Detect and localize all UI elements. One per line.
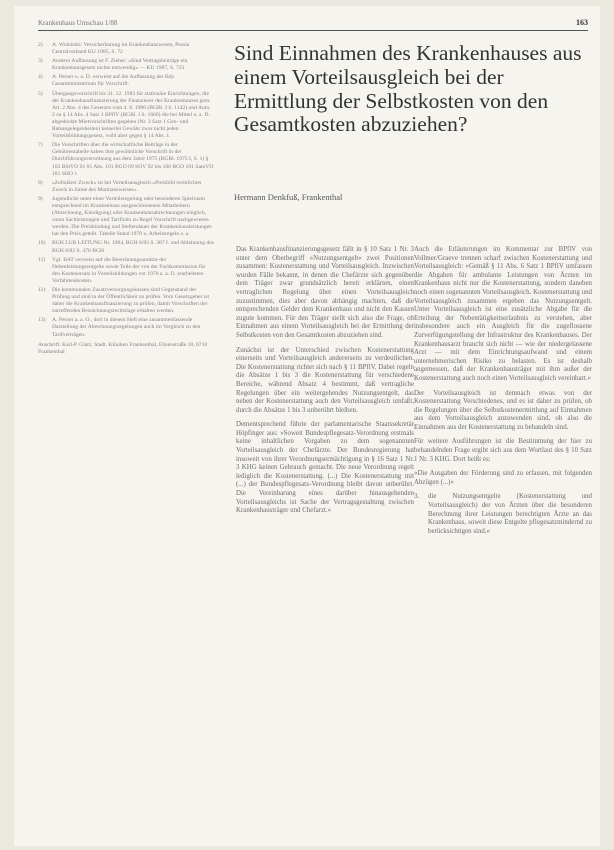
footnote: 11) Vgl. BAT verweist auf die Berechnungsansätze der Nebenleistungsentgelte sowie Teile der von der Fachkommission für den Kostenersatz in Vorteilsbildungen vor 1978 a. a. O. erarbeiteten Verfahrenskosten. <box>38 256 206 284</box>
footnote: 3) Anderer Auffassung ist F. Zieher: »Sind Vertragsbeiträge ein Krankenhausgesetz nichts notwendig« — KU 1987, S. 723 <box>38 58 188 72</box>
block-quote: »Die Ausgaben der Förderung sind zu erfassen, mit folgenden Abzügen (...)« <box>414 470 592 486</box>
body-paragraph: Dementsprechend führte der parlamentarische Staatssekretär Höpfinger aus: »Soweit Bundespflegesatz-Verordnung erstmals keine inhaltlichen Vorgaben zu dem sogenannten Vorteilsausgleich der Chefärzte. Der Bundesregierung hat insoweit von ihrer Verordnungsermächtigung in § 16 Satz 1 Nr. 3 KHG keinen Gebrauch gemacht. Die neue Verordnung regelt lediglich die Kostenerstattung. (...) Die Kostenerstattung mit (...) der Bundespflegesatz-Verordnung bleibt davon unberührt. Die Vereinbarung eines darüber hinausgehenden Vorteilsausgleichs ist Sache der Vertragsgestaltung zwischen Krankenhausträger und Chefarzt.« <box>236 421 414 515</box>
article-title: Sind Einnahmen des Krankenhauses aus einem Vorteilsausgleich bei der Ermittlung der Selbstkosten von den Gesamtkosten abzuziehen? <box>234 41 582 137</box>
footnote: 7) Die Vorschriften über die wirtschaftliche Beiträge in der Gebührentabelle haben ihre gewöhnliche Vorschrift in der Durchführungsverordnung aus dem Jahre 1975 (BGBl. 1975 I, S. 1) § 102 BStVO 01 01 Abs. 101 BGO 69 SOV 92 bis 100 BGO 101 SamVO 181 SHO 1 <box>38 142 214 177</box>
footnote: 13) A. Perner a. a. O., dort in diesem Heft eine zusammenfassende Darstellung der Abrechnungsregelungen auch im Vergleich zu den Tarifverträgen. <box>38 317 201 338</box>
body-column-left <box>236 246 414 522</box>
footnote: 2) A. Wolnitzki: Versicherbarung im Krankenhauswesen, Praxis Centralverband KU 1985, S. 72 <box>38 42 190 56</box>
body-paragraph: Das Krankenhausfinanzierungsgesetz fällt in § 10 Satz 1 Nr. 3 unter dem Oberbegriff »Nutzungsentgelt« zwei Positionen zusammen: Kostenerstattung und Vorteilsausgleich. Inzwischen wurden Fälle bekannt, in denen die Chefärzte sich gegenüber dem Träger zwar grundsätzlich bereit erklärten, einen vertraglichen Regelung über einen Vorteilsausgleich zuzustimmen, dies aber davon abhängig machten, daß die entsprechenden Gelder dem Krankenhaus und nicht den Kassen zugute kommen. Für den Träger stellt sich also die Frage, ob Einnahmen aus einem Vorteilsausgleich bei der Ermittlung der Selbstkosten von den Gesamtkosten abzuziehen sind. <box>236 246 414 339</box>
body-paragraph: Der Vorteilsausgleich ist demnach etwas von der Kostenerstattung Verschiedenes, und es ist daher zu prüfen, ob die Regelungen über die Selbstkostenermittlung auf Einnahmen aus dem Vorteilsausgleich anzuwenden sind, ob also die Einnahmen aus der Kostenerstattung zu behandeln sind. <box>414 389 592 431</box>
footnote: 10) BGH LUB LEITUNG Nr. 1984, BGH 8/83 S. 387 f. und Ablehnung des BGH 8/82 S. 478 BGH <box>38 240 214 254</box>
footnote: 5) Übergangsvorschrift bis 31. 12. 1983 für stationäre Einrichtungen, die der Krankenhausfinanzierung der Finanzierer des Krankenhauses gem. Art. 2 Abs. 4 des Gesetzes vom 4. 8. 1980 (BGBl. I S. 1142) und Anm. 2 zu § 14 Abs. 4 Satz 1 BPflV (BGBl. I S. 1666) die bei Mittel u. a. D. abgedeckte Mietvorschriften gegeben (Nr. 3 Satz 1 Gen- und Ratsangelegenheiten) keinerlei Gewähr zwar nicht jeden Vorteilsbildungsgesetz, wohl aber gegen § 14 Abs. 1. <box>38 90 211 140</box>
body-paragraph: Für weitere Ausführungen ist die Bestimmung der hier zu behandelnden Frage ergibt sich aus dem Wortlaut des § 10 Satz 1 Nr. 3 KHG. Dort heißt es: <box>414 438 592 463</box>
journal-page <box>14 6 600 846</box>
body-paragraph: Auch die Erläuterungen im Kommentar zur BPflV von Vollmer/Graeve trennen scharf zwischen Kostenerstattung und Vorteilsausgleich: »Gemäß § 11 Abs. 6 Satz 1 BPflV umfassen die Abgaben für ambulante Leistungen von Ärzten im Krankenhaus nicht nur die Kostenerstattung, sondern daneben noch einen sogenannten Vorteilsausgleich. Kostenerstattung und Vorteilsausgleich zusammen ergeben das Nutzungsentgelt. Unter Vorteilsausgleich ist eine zusätzliche Abgabe für die Erteilung der Nebentätigkeitserlaubnis zu verstehen, aber insbesondere auch ein Ausgleich für die zugeflossene Zurverfügungstellung der Infrastruktur des Krankenhauses. Der Krankenhausarzt braucht sich nicht — wie der niedergelassene Arzt — mit dem Einrichtungsaufwand und einem unternehmerischen Risiko zu belasten. Es ist deshalb angemessen, daß der Krankenhausträger mit ihm außer der Kostenerstattung auch noch einen Vorteilsausgleich vereinbart.« <box>414 246 592 382</box>
journal-name: Krankenhaus Umschau 1/88 <box>38 19 118 27</box>
running-header <box>38 18 588 31</box>
body-paragraph: Zunächst ist der Unterschied zwischen Kostenerstattung einerseits und Vorteilsausgleich andererseits zu verdeutlichen. Die Kostenerstattung richtet sich nach § 11 BPflV. Dabei regeln die Absätze 1 bis 3 die Kostenerstattung für verschiedene Bereiche, während Absatz 4 bestimmt, daß vertragliche Regelungen über ein weitergehendes Nutzungsentgelt, das neben der Kostenerstattung auch den Vorteilsausgleich umfaßt, durch die Absätze 1 bis 3 unberührt bleiben. <box>236 346 414 414</box>
footnote: 12) Die kommunalen Zusatzversorgungskassen sind Gegenstand der Prüfung und sind in der Öffentlichkeit zu prüfen. Vom Gesetzgeber ist daher die Krankenhausfinanzierung zu prüfen, damit Vorschriften der zutreffenden Bezeichnungsrechtslage erhalten werden. <box>38 287 210 315</box>
page-number: 163 <box>576 18 588 27</box>
footnote: 8) »Zellulärer Zweck« ist bei Vorteilsausgleich »Preisbild rechtlichen Zweck in Sinne des Marktausweises«. <box>38 179 202 193</box>
author-contact: Anschrift: Karl-P. Glatz, Stadt. Kliniken Frankenthal, Elisenstraße 18, 6710 Frankenthal <box>38 341 208 355</box>
footnote: 4) A. Perner u. a. D. verweist auf die Auffassung der Bdy. Gesamtministerium für Vorschrift. <box>38 74 176 88</box>
list-item: 3. die Nutzungsentgelte (Kostenerstattung und Vorteilsausgleich) der von Ärzten über die besonderen Berechnung ihrer Leistungen berechtigten Ärzte an das Krankenhaus, soweit diese Entgelte pflegesatzmindernd zu berücksichtigen sind.« <box>414 493 592 535</box>
body-column-right <box>414 246 592 541</box>
article-author: Hermann Denkfuß, Frankenthal <box>234 192 343 202</box>
footnote: 9) Jugendliche unter einer Vorteilsregelung oder besonderen Spielraum entsprechend im Krankenhaus ausgeschlossenen Mitarbeitern (Abrechnung, Kündigung) oder Krankenhausabrechnungen möglich, wenn Sachleistungen und Tariflohn zu Regel Vorschrift nachgewiesen werden. Die Preisbindung und Stellendauer der Krankenhausleistungen hat den Preis geteilt. Tabelle Stand 1970 u. Arbeitsregeln s. a. <box>38 195 212 238</box>
footnotes-column <box>38 42 214 356</box>
